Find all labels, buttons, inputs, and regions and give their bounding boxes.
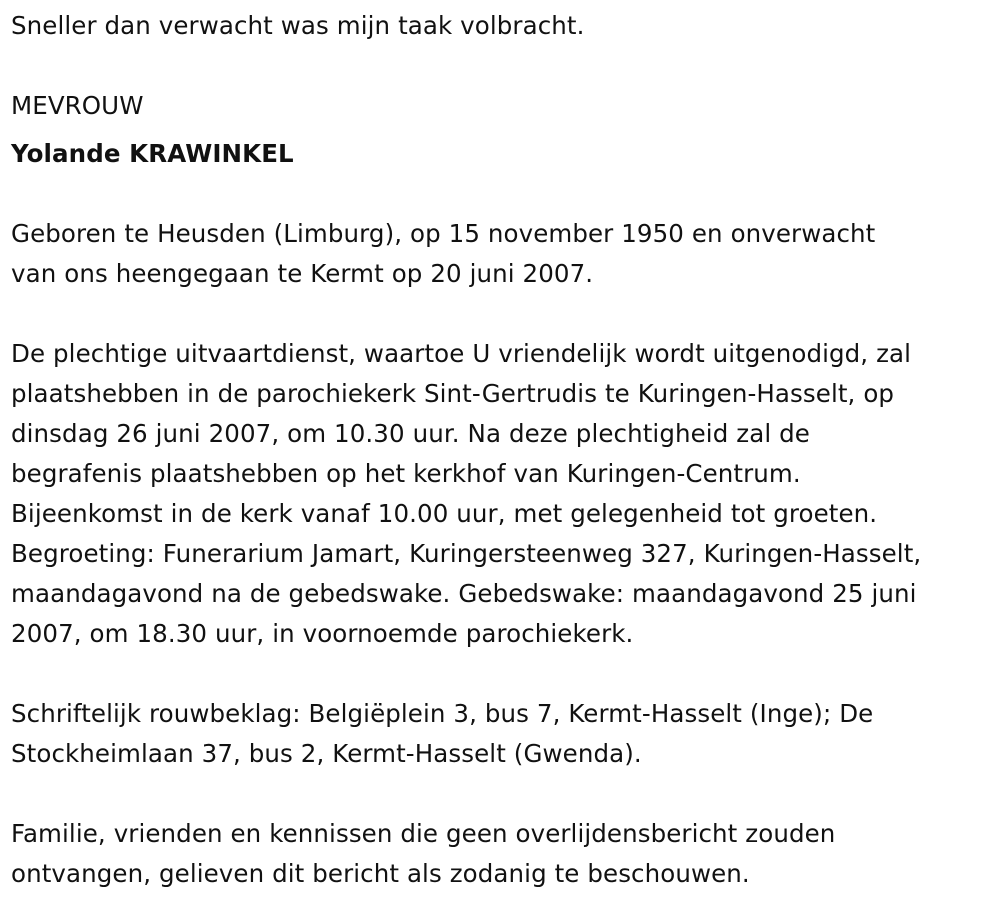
birth-death-paragraph: Geboren te Heusden (Limburg), op 15 november 1950 en onverwacht van ons heengegaan te Kermt op 20 juni 2007.	[11, 219, 876, 288]
spacer	[11, 654, 996, 694]
spacer	[11, 774, 996, 814]
obituary-notice	[11, 6, 996, 894]
condolences-paragraph: Schriftelijk rouwbeklag: Belgiëplein 3, bus 7, Kermt-Hasselt (Inge); De Stockheimlaan 37, bus 2, Kermt-Hasselt (Gwenda).	[11, 699, 874, 768]
deceased-name: Yolande KRAWINKEL	[11, 139, 294, 168]
spacer	[11, 46, 996, 86]
spacer	[11, 126, 996, 134]
honorific: MEVROUW	[11, 91, 144, 120]
spacer	[11, 174, 996, 214]
motto-line: Sneller dan verwacht was mijn taak volbracht.	[11, 11, 585, 40]
spacer	[11, 294, 996, 334]
funeral-paragraph: De plechtige uitvaartdienst, waartoe U vriendelijk wordt uitgenodigd, zal plaatshebben in de parochiekerk Sint-Gertrudis te Kuringen-Hasselt, op dinsdag 26 juni 2007, om 10.30 uur. Na deze plechtigheid zal de begrafenis plaatshebben op het kerkhof van Kuringen-Centrum. Bijeenkomst in de kerk vanaf 10.00 uur, met gelegenheid tot groeten. Begroeting: Funerarium Jamart, Kuringersteenweg 327, Kuringen-Hasselt, maandagavond na de gebedswake. Gebedswake: maandagavond 25 juni 2007, om 18.30 uur, in voornoemde parochiekerk.	[11, 339, 922, 648]
closing-paragraph: Familie, vrienden en kennissen die geen overlijdensbericht zouden ontvangen, gelieven dit bericht als zodanig te beschouwen.	[11, 819, 836, 888]
